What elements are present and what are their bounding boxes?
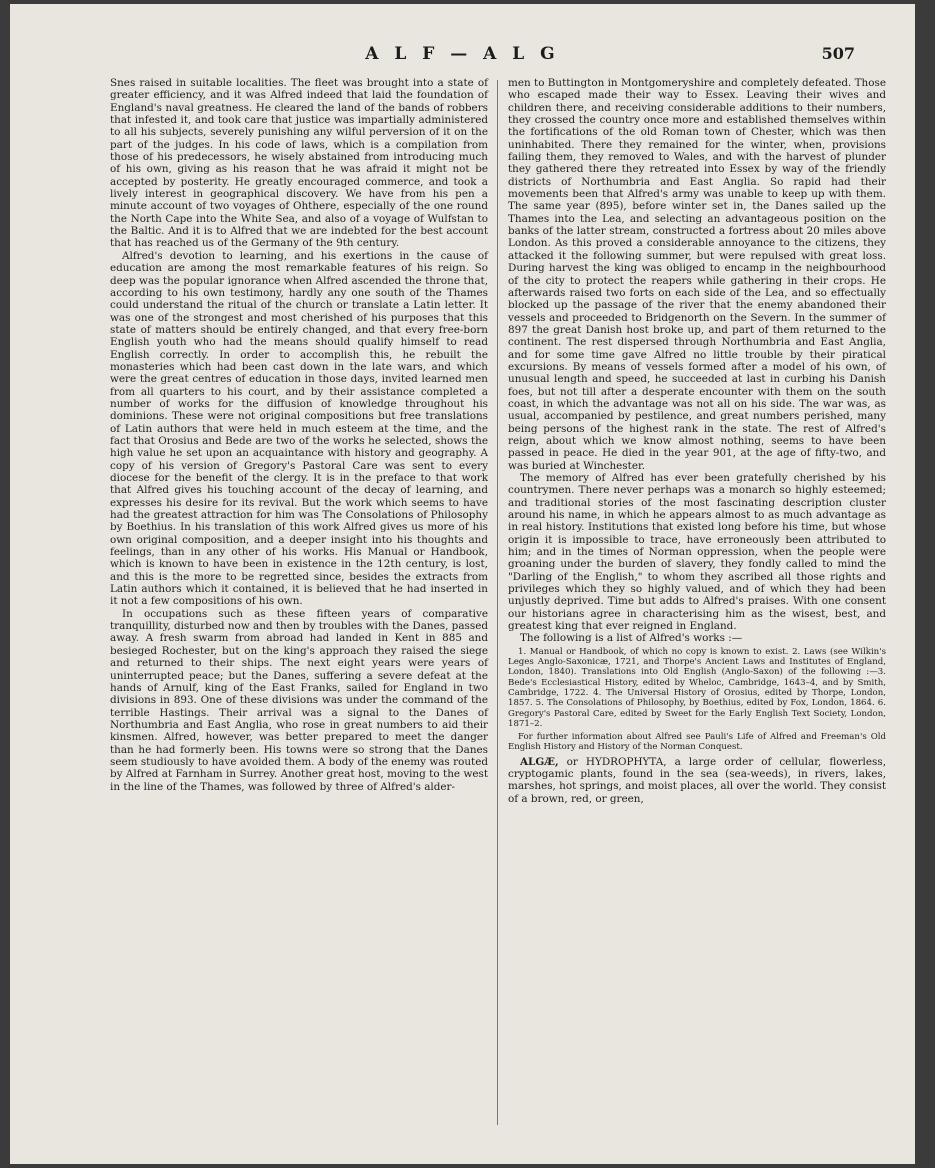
paragraph: Snes raised in suitable localities. The fleet was brought into a state of greater efficiency, and it was Alfred indeed that laid the foundation of England's naval greatness. He cleared the land of the bands of robbers that infested it, and took care that justice was impartially administered to all his subjects, severely punishing any wilful perversion of it on the part of the judges. In his code of laws, which is a compilation from those of his predecessors, he wisely abstained from introducing much of his own, giving as his reason that he was afraid it might not be accepted by posterity. He greatly encouraged commerce, and took a lively interest in geographical discovery. We have from his pen a minute account of two voyages of Ohthere, especially of the one round the North Cape into the White Sea, and also of a voyage of Wulfstan to the Baltic. And it is to Alfred that we are indebted for the best account that has reached us of the Germany of the 9th century. <box>110 77 488 250</box>
algae-text: or HYDROPHYTA, a large order of cellular, flowerless, cryptogamic plants, found in the sea (sea-weeds), in rivers, lakes, marshes, hot springs, and moist places, all over the world. They consist of a brown, red, or green, <box>508 755 886 805</box>
paragraph: men to Buttington in Montgomeryshire and completely defeated. Those who escaped made their way to Essex. Leaving their wives and children there, and receiving considerable additions to their numbers, they crossed the country once more and established themselves within the fortifications of the old Roman town of Chester, which was then uninhabited. There they remained for the winter, when, provisions failing them, they removed to Wales, and with the harvest of plunder they gathered there they retreated into Essex by way of the friendly districts of Northumbria and East Anglia. So rapid had their movements been that Alfred's army was unable to keep up with them. The same year (895), before winter set in, the Danes sailed up the Thames into the Lea, and selecting an advantageous position on the banks of the latter stream, constructed a fortress about 20 miles above London. As this proved a considerable annoyance to the citizens, they attacked it the following summer, but were repulsed with great loss. During harvest the king was obliged to encamp in the neighbourhood of the city to protect the reapers while gathering in their crops. He afterwards raised two forts on each side of the Lea, and so effectually blocked up the passage of the river that the enemy abandoned their vessels and proceeded to Bridgenorth on the Severn. In the summer of 897 the great Danish host broke up, and part of them returned to the continent. The rest dispersed through Northumbria and East Anglia, and for some time gave Alfred no little trouble by their piratical excursions. By means of vessels formed after a model of his own, of unusual length and speed, he succeeded at last in curbing his Danish foes, but not till after a desperate encounter with them on the south coast, in which the advantage was not all on his side. The war was, as usual, accompanied by pestilence, and great numbers perished, many being persons of the highest rank in the state. The rest of Alfred's reign, about which we know almost nothing, seems to have been passed in peace. He died in the year 901, at the age of fifty-two, and was buried at Winchester. <box>508 77 886 472</box>
page-number: 507 <box>821 44 855 63</box>
page <box>10 4 915 1164</box>
paragraph: Alfred's devotion to learning, and his exertions in the cause of education are among the most remarkable features of his reign. So deep was the popular ignorance when Alfred ascended the throne that, according to his own testimony, hardly any one south of the Thames could understand the ritual of the church or translate a Latin letter. It was one of the strongest and most cherished of his purposes that this state of matters should be entirely changed, and that every free-born English youth who had the means should qualify himself to read English correctly. In order to accomplish this, he rebuilt the monasteries which had been cast down in the late wars, and which were the great centres of education in those days, invited learned men from all quarters to his court, and by their assistance completed a number of works for the diffusion of knowledge throughout his dominions. These were not original compositions but free translations of Latin authors that were held in much esteem at the time, and the fact that Orosius and Bede are two of the works he selected, shows the high value he set upon an acquaintance with history and geography. A copy of his version of Gregory's Pastoral Care was sent to every diocese for the benefit of the clergy. It is in the preface to that work that Alfred gives his touching account of the decay of learning, and expresses his desire for its revival. But the work which seems to have had the greatest attraction for him was The Consolations of Philosophy by Boethius. In his translation of this work Alfred gives us more of his own original composition, and a deeper insight into his thoughts and feelings, than in any other of his works. His Manual or Handbook, which is known to have been in existence in the 12th century, is lost, and this is the more to be regretted since, besides the extracts from Latin authors which it contained, it is believed that he had inserted in it not a few compositions of his own. <box>110 249 488 608</box>
further-information-text: For further information about Alfred see Pauli's Life of Alfred and Freeman's Old English History and History of the Norman Conquest. <box>508 732 886 753</box>
paragraph: In occupations such as these fifteen years of comparative tranquillity, disturbed now and then by troubles with the Danes, passed away. A fresh swarm from abroad had landed in Kent in 885 and besieged Rochester, but on the king's approach they raised the siege and returned to their ships. The next eight years were years of uninterrupted peace; but the Danes, suffering a severe defeat at the hands of Arnulf, king of the East Franks, sailed for England in two divisions in 893. One of these divisions was under the command of the terrible Hastings. Their arrival was a signal to the Danes of Northumbria and East Anglia, who rose in great numbers to aid their kinsmen. Alfred, however, was better prepared to meet the danger than he had formerly been. His towns were so strong that the Danes seem studiously to have avoided them. A body of the enemy was routed by Alfred at Farnham in Surrey. Another great host, moving to the west in the line of the Thames, was followed by three of Alfred's alder- <box>110 607 488 793</box>
right-column <box>508 77 886 805</box>
works-intro: The following is a list of Alfred's works :— <box>520 632 743 645</box>
algae-entry <box>508 756 886 805</box>
further-information <box>508 732 886 753</box>
running-title: A L F — A L G <box>365 44 560 64</box>
left-column <box>110 77 488 793</box>
paragraph: The memory of Alfred has ever been gratefully cherished by his countrymen. There never perhaps was a monarch so highly esteemed; and traditional stories of the most fascinating description cluster around his name, in which he appears almost to as much advantage as in real history. Institutions that existed long before his time, but whose origin it is impossible to trace, have erroneously been attributed to him; and in the times of Norman oppression, when the people were groaning under the burden of slavery, they fondly called to mind the "Darling of the English," to whom they ascribed all those rights and privileges which they so highly valued, and of which they had been unjustly deprived. Time but adds to Alfred's praises. With one consent our historians agree in characterising him as the wisest, best, and greatest king that ever reigned in England. <box>508 472 886 633</box>
works-list-text: 1. Manual or Handbook, of which no copy is known to exist. 2. Laws (see Wilkin's Leges Anglo-Saxonicæ, 1721, and Thorpe's Ancient Laws and Institutes of England, London, 1840). Translations into Old English (Anglo-Saxon) of the following :—3. Bede's Ecclesiastical History, edited by Wheloc, Cambridge, 1643–4, and by Smith, Cambridge, 1722. 4. The Universal History of Orosius, edited by Thorpe, London, 1857. 5. The Consolations of Philosophy, by Boethius, edited by Fox, London, 1864. 6. Gregory's Pastoral Care, edited by Sweet for the Early English Text Society, London, 1871–2. <box>508 646 886 729</box>
page-header <box>10 44 915 70</box>
algae-headword: ALGÆ, <box>520 755 559 768</box>
works-list <box>508 647 886 729</box>
column-divider <box>497 80 498 1125</box>
